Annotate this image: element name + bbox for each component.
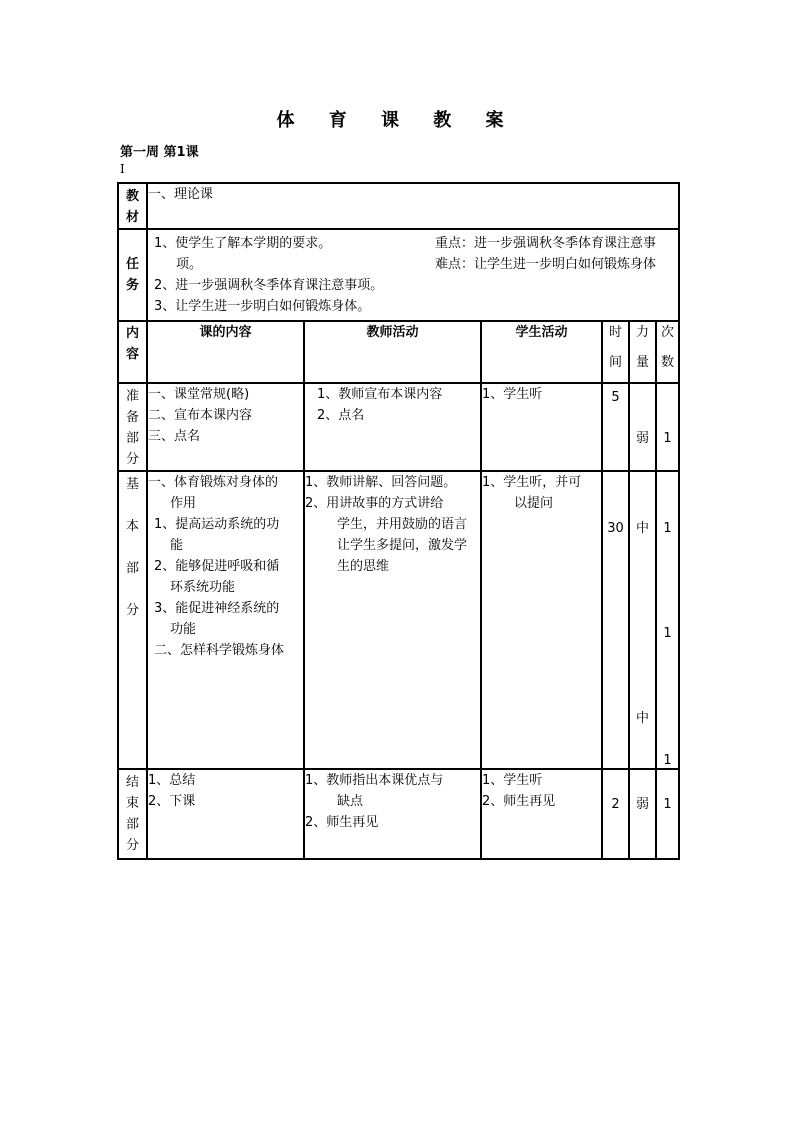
basic-row xyxy=(118,471,679,769)
header-content-label: 内 容 xyxy=(118,321,147,383)
task-item: 3、让学生进一步明白如何锻炼身体。 xyxy=(154,299,371,314)
basic-student: 1、学生听，并可 以提问 xyxy=(481,471,602,769)
prep-intensity: 弱 xyxy=(629,383,656,471)
basic-label: 基 本 部 分 xyxy=(118,471,147,769)
text-cursor-mark: I xyxy=(120,162,125,176)
key-point: 重点：进一步强调秋冬季体育课注意事 xyxy=(435,236,657,251)
tasks-row xyxy=(118,229,679,321)
material-label: 教 材 xyxy=(118,183,147,229)
ending-intensity: 弱 xyxy=(629,769,656,859)
basic-teacher: 1、教师讲解、回答问题。 2、用讲故事的方式讲给 学生，并用鼓励的语言 让学生多提问，激发学 生的思维 xyxy=(304,471,481,769)
prep-label: 准 备 部 分 xyxy=(118,383,147,471)
tasks-content xyxy=(147,229,679,321)
ending-time: 2 xyxy=(602,769,629,859)
basic-intensity: 中 中 xyxy=(629,471,656,769)
basic-time: 30 xyxy=(602,471,629,769)
prep-row xyxy=(118,383,679,471)
prep-content: 一、课堂常规(略) 二、宣布本课内容 三、点名 xyxy=(147,383,304,471)
column-header-row xyxy=(118,321,679,383)
ending-student: 1、学生听 2、师生再见 xyxy=(481,769,602,859)
header-count: 次 数 xyxy=(656,321,679,383)
week-lesson-label: 第一周 第1课 xyxy=(120,145,199,160)
ending-teacher: 1、教师指出本课优点与 缺点 2、师生再见 xyxy=(304,769,481,859)
prep-student: 1、学生听 xyxy=(481,383,602,471)
ending-label: 结 束 部 分 xyxy=(118,769,147,859)
task-item: 1、使学生了解本学期的要求。 xyxy=(154,236,332,251)
page-title: 体 育 课 教 案 xyxy=(276,110,518,131)
ending-count: 1 xyxy=(656,769,679,859)
ending-content: 1、总结 2、下课 xyxy=(147,769,304,859)
prep-count: 1 xyxy=(656,383,679,471)
lesson-plan-table xyxy=(117,182,680,860)
header-lesson-content: 课的内容 xyxy=(147,321,304,383)
prep-teacher: 1、教师宣布本课内容 2、点名 xyxy=(304,383,481,471)
header-teacher-activity: 教师活动 xyxy=(304,321,481,383)
header-time: 时 间 xyxy=(602,321,629,383)
ending-row xyxy=(118,769,679,859)
basic-content: 一、体育锻炼对身体的 作用 1、提高运动系统的功 能 2、能够促进呼吸和循 环系统功能 3、能促进神经系统的 功能 二、怎样科学锻炼身体 xyxy=(147,471,304,769)
task-item: 项。 xyxy=(176,257,203,272)
tasks-label: 任 务 xyxy=(118,229,147,321)
basic-count: 1 1 1 xyxy=(656,471,679,769)
material-content: 一、理论课 xyxy=(147,183,679,229)
header-intensity: 力 量 xyxy=(629,321,656,383)
material-row xyxy=(118,183,679,229)
difficulty-point: 难点：让学生进一步明白如何锻炼身体 xyxy=(435,257,657,272)
prep-time: 5 xyxy=(602,383,629,471)
header-student-activity: 学生活动 xyxy=(481,321,602,383)
task-item: 2、进一步强调秋冬季体育课注意事项。 xyxy=(154,278,384,293)
